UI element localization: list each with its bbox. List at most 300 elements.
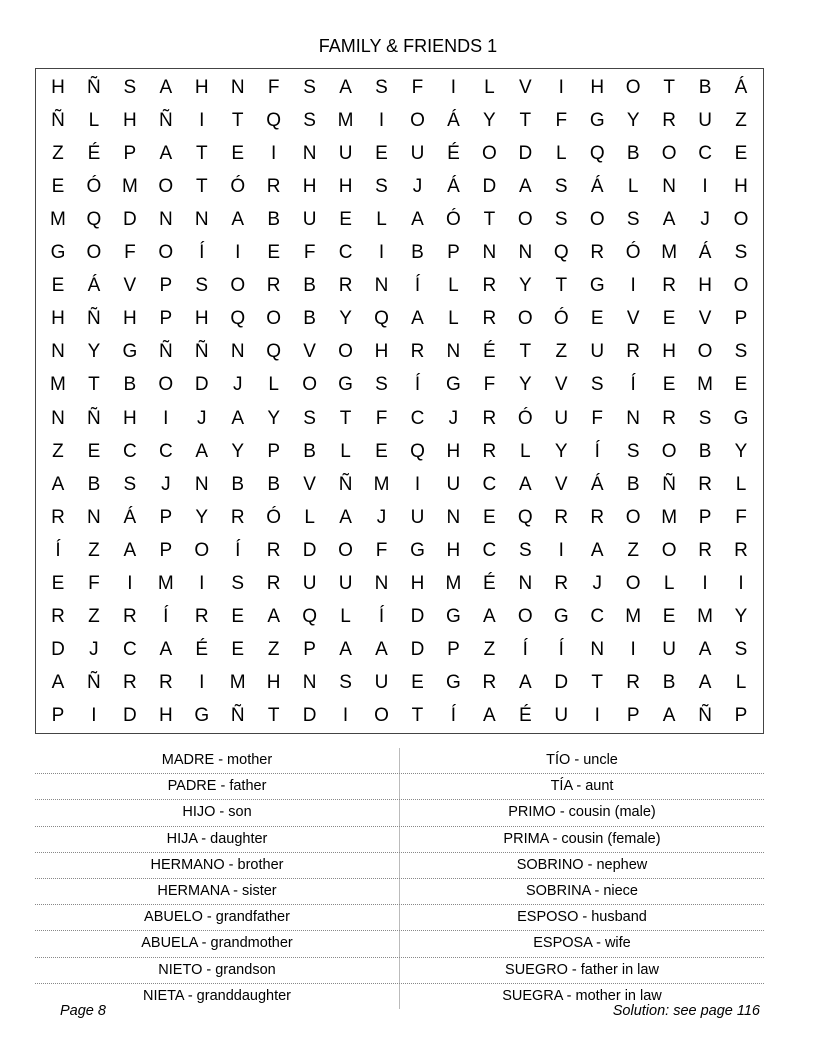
grid-letter: E — [734, 374, 748, 396]
grid-letter: Ñ — [51, 109, 65, 131]
grid-letter: N — [662, 175, 676, 197]
grid-letter: O — [661, 440, 677, 462]
grid-letter: G — [553, 606, 569, 628]
grid-letter: S — [698, 407, 712, 429]
grid-letter: I — [378, 242, 385, 264]
grid-letter: O — [517, 208, 533, 230]
grid-letter: Ó — [625, 242, 641, 264]
word-entry: PRIMO - cousin (male) — [508, 804, 656, 821]
word-entry: SUEGRA - mother in law — [502, 987, 662, 1004]
grid-letter: E — [51, 175, 65, 197]
grid-letter: V — [698, 308, 712, 330]
grid-letter: J — [448, 407, 459, 429]
grid-letter: O — [230, 275, 246, 297]
grid-letter: S — [626, 440, 640, 462]
word-entry: NIETA - granddaughter — [35, 984, 400, 1009]
grid-letter: D — [482, 175, 497, 197]
grid-letter: G — [446, 672, 461, 694]
grid-letter: É — [195, 639, 209, 661]
grid-letter: E — [87, 440, 101, 462]
grid-letter: Ñ — [662, 473, 676, 495]
grid-letter: U — [302, 573, 317, 595]
grid-letter: T — [231, 109, 244, 131]
grid-letter: M — [373, 473, 390, 495]
grid-letter: R — [662, 407, 676, 429]
grid-letter: C — [158, 440, 173, 462]
grid-letter: É — [447, 142, 460, 164]
grid-letter: Á — [447, 109, 460, 131]
grid-letter: É — [483, 341, 496, 363]
grid-letter: R — [626, 672, 641, 694]
grid-letter: L — [268, 374, 279, 396]
grid-letter: B — [303, 308, 316, 330]
grid-letter: I — [271, 142, 277, 164]
grid-letter: L — [340, 606, 351, 628]
grid-letter: Y — [339, 308, 352, 330]
grid-letter: C — [482, 539, 497, 561]
grid-letter: R — [554, 506, 569, 528]
grid-letter: T — [411, 705, 424, 727]
grid-letter: I — [127, 573, 133, 595]
grid-letter: O — [625, 506, 641, 528]
grid-letter: A — [590, 539, 604, 561]
grid-letter: S — [303, 76, 316, 98]
grid-letter: C — [338, 242, 353, 264]
grid-letter: O — [733, 208, 749, 230]
grid-letter: A — [195, 440, 209, 462]
grid-letter: É — [518, 705, 532, 727]
word-entry: HIJO - son — [35, 800, 400, 825]
grid-letter: A — [483, 705, 496, 727]
grid-letter: B — [698, 440, 712, 462]
grid-letter: A — [159, 639, 173, 661]
grid-letter: Q — [517, 506, 533, 528]
grid-letter: H — [266, 672, 281, 694]
grid-letter: G — [122, 341, 138, 363]
grid-letter: L — [304, 506, 315, 528]
grid-letter: E — [734, 142, 748, 164]
grid-letter: Ó — [230, 175, 246, 197]
grid-letter: R — [482, 308, 497, 330]
grid-letter: N — [194, 208, 209, 230]
grid-letter: V — [303, 473, 316, 495]
grid-letter: R — [626, 341, 641, 363]
grid-letter: S — [554, 208, 568, 230]
grid-letter: H — [158, 705, 173, 727]
grid-letter: A — [411, 208, 424, 230]
grid-letter: O — [517, 308, 533, 330]
grid-letter: T — [663, 76, 675, 98]
grid-letter: L — [735, 672, 747, 694]
grid-letter: J — [232, 374, 243, 396]
grid-letter: S — [518, 539, 532, 561]
grid-letter: E — [231, 142, 245, 164]
grid-letter: Q — [410, 440, 425, 462]
grid-letter: E — [231, 606, 245, 628]
word-entry: PRIMA - cousin (female) — [503, 830, 661, 847]
grid-letter: Í — [414, 275, 421, 297]
grid-letter: T — [267, 705, 280, 727]
grid-letter: F — [483, 374, 496, 396]
grid-letter: Q — [302, 606, 317, 628]
grid-letter: S — [375, 374, 388, 396]
grid-letter: P — [447, 639, 460, 661]
grid-letter: R — [554, 573, 569, 595]
grid-letter: É — [87, 142, 101, 164]
grid-letter: U — [590, 341, 605, 363]
grid-letter: A — [339, 506, 352, 528]
grid-letter: L — [555, 142, 567, 164]
grid-letter: H — [662, 341, 676, 363]
grid-letter: U — [662, 639, 676, 661]
grid-letter: U — [338, 573, 353, 595]
grid-letter: N — [194, 473, 209, 495]
grid-letter: G — [338, 374, 353, 396]
grid-letter: I — [199, 109, 205, 131]
grid-letter: Z — [52, 142, 64, 164]
grid-letter: H — [446, 539, 461, 561]
grid-letter: F — [303, 242, 316, 264]
word-list-row — [35, 800, 764, 826]
grid-letter: H — [338, 175, 353, 197]
grid-letter: E — [231, 639, 245, 661]
grid-letter: H — [51, 76, 65, 98]
grid-letter: I — [594, 705, 600, 727]
grid-letter: N — [626, 407, 641, 429]
grid-letter: T — [195, 175, 208, 197]
grid-letter: Á — [590, 473, 604, 495]
grid-letter: J — [412, 175, 423, 197]
grid-letter: N — [302, 142, 317, 164]
grid-letter: Á — [734, 76, 748, 98]
grid-letter: H — [51, 308, 65, 330]
grid-letter: A — [662, 208, 676, 230]
grid-letter: Y — [87, 341, 101, 363]
grid-letter: C — [123, 639, 137, 661]
grid-letter: Í — [55, 539, 61, 561]
grid-letter: Y — [554, 440, 568, 462]
grid-letter: V — [518, 76, 532, 98]
grid-letter: F — [375, 539, 388, 561]
grid-letter: H — [123, 109, 137, 131]
grid-letter: U — [410, 506, 425, 528]
grid-letter: B — [303, 440, 316, 462]
grid-letter: L — [663, 573, 675, 595]
grid-letter: I — [342, 705, 349, 727]
grid-letter: R — [482, 275, 497, 297]
grid-letter: G — [589, 109, 605, 131]
word-entry: TÍA - aunt — [550, 778, 614, 795]
grid-letter: C — [410, 407, 425, 429]
grid-letter: E — [51, 275, 65, 297]
grid-letter: O — [158, 175, 174, 197]
grid-letter: B — [267, 473, 280, 495]
grid-letter: Í — [414, 374, 421, 396]
grid-letter: S — [375, 76, 388, 98]
word-entry: HIJA - daughter — [35, 827, 400, 852]
grid-letter: N — [51, 341, 65, 363]
grid-letter: Í — [378, 606, 385, 628]
grid-letter: I — [558, 76, 564, 98]
grid-letter: N — [482, 242, 497, 264]
grid-letter: D — [51, 639, 65, 661]
grid-letter: Ñ — [87, 76, 101, 98]
grid-letter: A — [662, 705, 676, 727]
grid-letter: R — [590, 506, 605, 528]
grid-letter: R — [662, 275, 676, 297]
grid-letter: A — [267, 606, 280, 628]
grid-letter: C — [123, 440, 137, 462]
grid-letter: H — [734, 175, 748, 197]
word-entry: SOBRINO - nephew — [516, 856, 648, 873]
grid-letter: R — [482, 407, 497, 429]
grid-letter: O — [302, 374, 317, 396]
grid-letter: O — [589, 208, 605, 230]
grid-letter: Á — [447, 175, 460, 197]
word-list — [35, 748, 764, 1009]
grid-letter: Q — [553, 242, 569, 264]
grid-letter: E — [267, 242, 280, 264]
grid-letter: A — [483, 606, 496, 628]
grid-letter: M — [121, 175, 138, 197]
grid-letter: L — [88, 109, 100, 131]
grid-letter: R — [266, 275, 281, 297]
grid-letter: O — [266, 308, 282, 330]
grid-letter: A — [698, 672, 712, 694]
grid-letter: E — [375, 142, 388, 164]
grid-letter: J — [376, 506, 387, 528]
page-title: FAMILY & FRIENDS 1 — [318, 36, 498, 56]
grid-letter: N — [374, 573, 389, 595]
grid-letter: Q — [589, 142, 605, 164]
grid-letter: O — [410, 109, 425, 131]
grid-letter: N — [518, 573, 533, 595]
grid-letter: D — [302, 539, 317, 561]
grid-letter: U — [302, 208, 317, 230]
grid-letter: Ñ — [87, 407, 101, 429]
grid-letter: O — [158, 374, 174, 396]
grid-letter: S — [375, 175, 388, 197]
grid-letter: Z — [88, 539, 100, 561]
grid-letter: N — [590, 639, 605, 661]
grid-letter: A — [698, 639, 712, 661]
grid-letter: O — [481, 142, 497, 164]
grid-letter: U — [698, 109, 712, 131]
grid-letter: C — [698, 142, 712, 164]
grid-letter: S — [734, 242, 748, 264]
grid-letter: A — [518, 473, 532, 495]
grid-letter: A — [231, 407, 245, 429]
grid-letter: Y — [734, 606, 748, 628]
grid-letter: J — [161, 473, 171, 495]
grid-letter: B — [626, 473, 640, 495]
grid-letter: B — [123, 374, 137, 396]
grid-letter: P — [267, 440, 280, 462]
grid-letter: Y — [734, 440, 748, 462]
grid-letter: S — [123, 76, 137, 98]
grid-letter: Y — [518, 374, 532, 396]
grid-letter: A — [518, 672, 532, 694]
grid-letter: O — [158, 242, 174, 264]
grid-letter: M — [661, 506, 678, 528]
grid-letter: G — [589, 275, 605, 297]
grid-letter: Z — [483, 639, 496, 661]
grid-letter: B — [87, 473, 101, 495]
grid-letter: Q — [266, 341, 282, 363]
grid-letter: R — [123, 672, 137, 694]
grid-letter: M — [661, 242, 678, 264]
grid-letter: H — [374, 341, 389, 363]
grid-letter: E — [375, 440, 388, 462]
grid-letter: Ñ — [338, 473, 353, 495]
grid-letter: Ó — [517, 407, 533, 429]
grid-letter: L — [340, 440, 351, 462]
grid-letter: N — [302, 672, 317, 694]
grid-letter: H — [698, 275, 712, 297]
grid-letter: I — [91, 705, 97, 727]
grid-letter: G — [50, 242, 66, 264]
grid-letter: S — [734, 341, 748, 363]
grid-letter: S — [554, 175, 568, 197]
grid-letter: O — [625, 76, 641, 98]
word-list-row — [35, 774, 764, 800]
grid-letter: D — [194, 374, 209, 396]
grid-letter: I — [738, 573, 744, 595]
grid-letter: O — [697, 341, 713, 363]
grid-letter: B — [626, 142, 640, 164]
grid-letter: Ñ — [698, 705, 712, 727]
grid-letter: T — [339, 407, 352, 429]
grid-letter: J — [197, 407, 207, 429]
grid-letter: L — [520, 440, 531, 462]
grid-letter: I — [163, 407, 169, 429]
word-list-row — [35, 879, 764, 905]
grid-letter: B — [411, 242, 424, 264]
grid-letter: R — [266, 175, 281, 197]
grid-letter: D — [123, 208, 137, 230]
grid-letter: Y — [231, 440, 245, 462]
grid-letter: G — [446, 606, 461, 628]
grid-letter: D — [554, 672, 569, 694]
grid-letter: C — [482, 473, 497, 495]
grid-letter: H — [410, 573, 425, 595]
grid-letter: O — [338, 539, 353, 561]
grid-letter: P — [626, 705, 640, 727]
grid-letter: S — [231, 573, 245, 595]
grid-letter: Ó — [553, 308, 569, 330]
grid-letter: Í — [163, 606, 169, 628]
grid-letter: N — [446, 506, 461, 528]
grid-letter: A — [51, 473, 65, 495]
word-entry: ABUELA - grandmother — [35, 931, 400, 956]
grid-letter: I — [450, 76, 457, 98]
word-search-grid — [35, 68, 764, 734]
word-entry: ESPOSA - wife — [533, 935, 631, 952]
grid-letter: E — [51, 573, 65, 595]
grid-letter: T — [519, 109, 532, 131]
grid-letter: Í — [199, 242, 205, 264]
grid-letter: B — [303, 275, 316, 297]
grid-letter: B — [698, 76, 712, 98]
grid-letter: S — [734, 639, 748, 661]
grid-letter: M — [157, 573, 174, 595]
grid-letter: Q — [374, 308, 389, 330]
grid-letter: T — [555, 275, 568, 297]
word-entry: SOBRINA - niece — [525, 882, 638, 899]
word-entry: PADRE - father — [35, 774, 400, 799]
grid-letter: N — [518, 242, 533, 264]
grid-letter: M — [625, 606, 642, 628]
grid-letter: Í — [450, 705, 457, 727]
grid-letter: M — [697, 374, 713, 396]
grid-letter: S — [339, 672, 352, 694]
grid-letter: Á — [87, 275, 101, 297]
grid-letter: E — [590, 308, 604, 330]
page-number: Page 8 — [60, 1003, 106, 1019]
grid-letter: A — [159, 76, 173, 98]
grid-letter: O — [338, 341, 353, 363]
grid-letter: F — [88, 573, 100, 595]
grid-letter: Í — [594, 440, 600, 462]
grid-letter: O — [733, 275, 749, 297]
grid-letter: M — [50, 208, 66, 230]
grid-letter: U — [554, 407, 569, 429]
grid-letter: Y — [483, 109, 496, 131]
grid-letter: R — [698, 539, 712, 561]
grid-letter: O — [661, 539, 677, 561]
grid-letter: H — [123, 407, 137, 429]
grid-letter: A — [339, 76, 352, 98]
grid-letter: Í — [235, 539, 241, 561]
grid-letter: R — [590, 242, 605, 264]
grid-letter: O — [374, 705, 389, 727]
grid-letter: Z — [627, 539, 639, 561]
grid-letter: S — [195, 275, 209, 297]
grid-letter: N — [158, 208, 173, 230]
grid-letter: P — [51, 705, 65, 727]
grid-letter: R — [482, 672, 497, 694]
word-entry: TÍO - uncle — [546, 752, 618, 768]
grid-letter: D — [410, 639, 425, 661]
grid-letter: R — [230, 506, 245, 528]
grid-letter: L — [448, 275, 459, 297]
grid-letter: I — [414, 473, 421, 495]
grid-letter: F — [591, 407, 604, 429]
grid-letter: J — [700, 208, 710, 230]
grid-letter: R — [482, 440, 497, 462]
grid-letter: G — [733, 407, 749, 429]
word-entry: HERMANA - sister — [35, 879, 400, 904]
word-list-row — [35, 905, 764, 931]
grid-letter: O — [661, 142, 677, 164]
grid-letter: M — [337, 109, 354, 131]
grid-letter: B — [267, 208, 280, 230]
grid-letter: L — [448, 308, 459, 330]
grid-letter: I — [199, 573, 205, 595]
grid-letter: T — [88, 374, 100, 396]
grid-letter: N — [87, 506, 101, 528]
grid-letter: D — [302, 705, 317, 727]
grid-letter: C — [590, 606, 605, 628]
grid-letter: U — [374, 672, 389, 694]
grid-letter: P — [159, 308, 173, 330]
word-entry: MADRE - mother — [35, 748, 400, 773]
grid-letter: G — [410, 539, 425, 561]
grid-letter: P — [447, 242, 460, 264]
grid-letter: Z — [52, 440, 64, 462]
grid-letter: O — [194, 539, 210, 561]
grid-letter: Ñ — [158, 341, 173, 363]
